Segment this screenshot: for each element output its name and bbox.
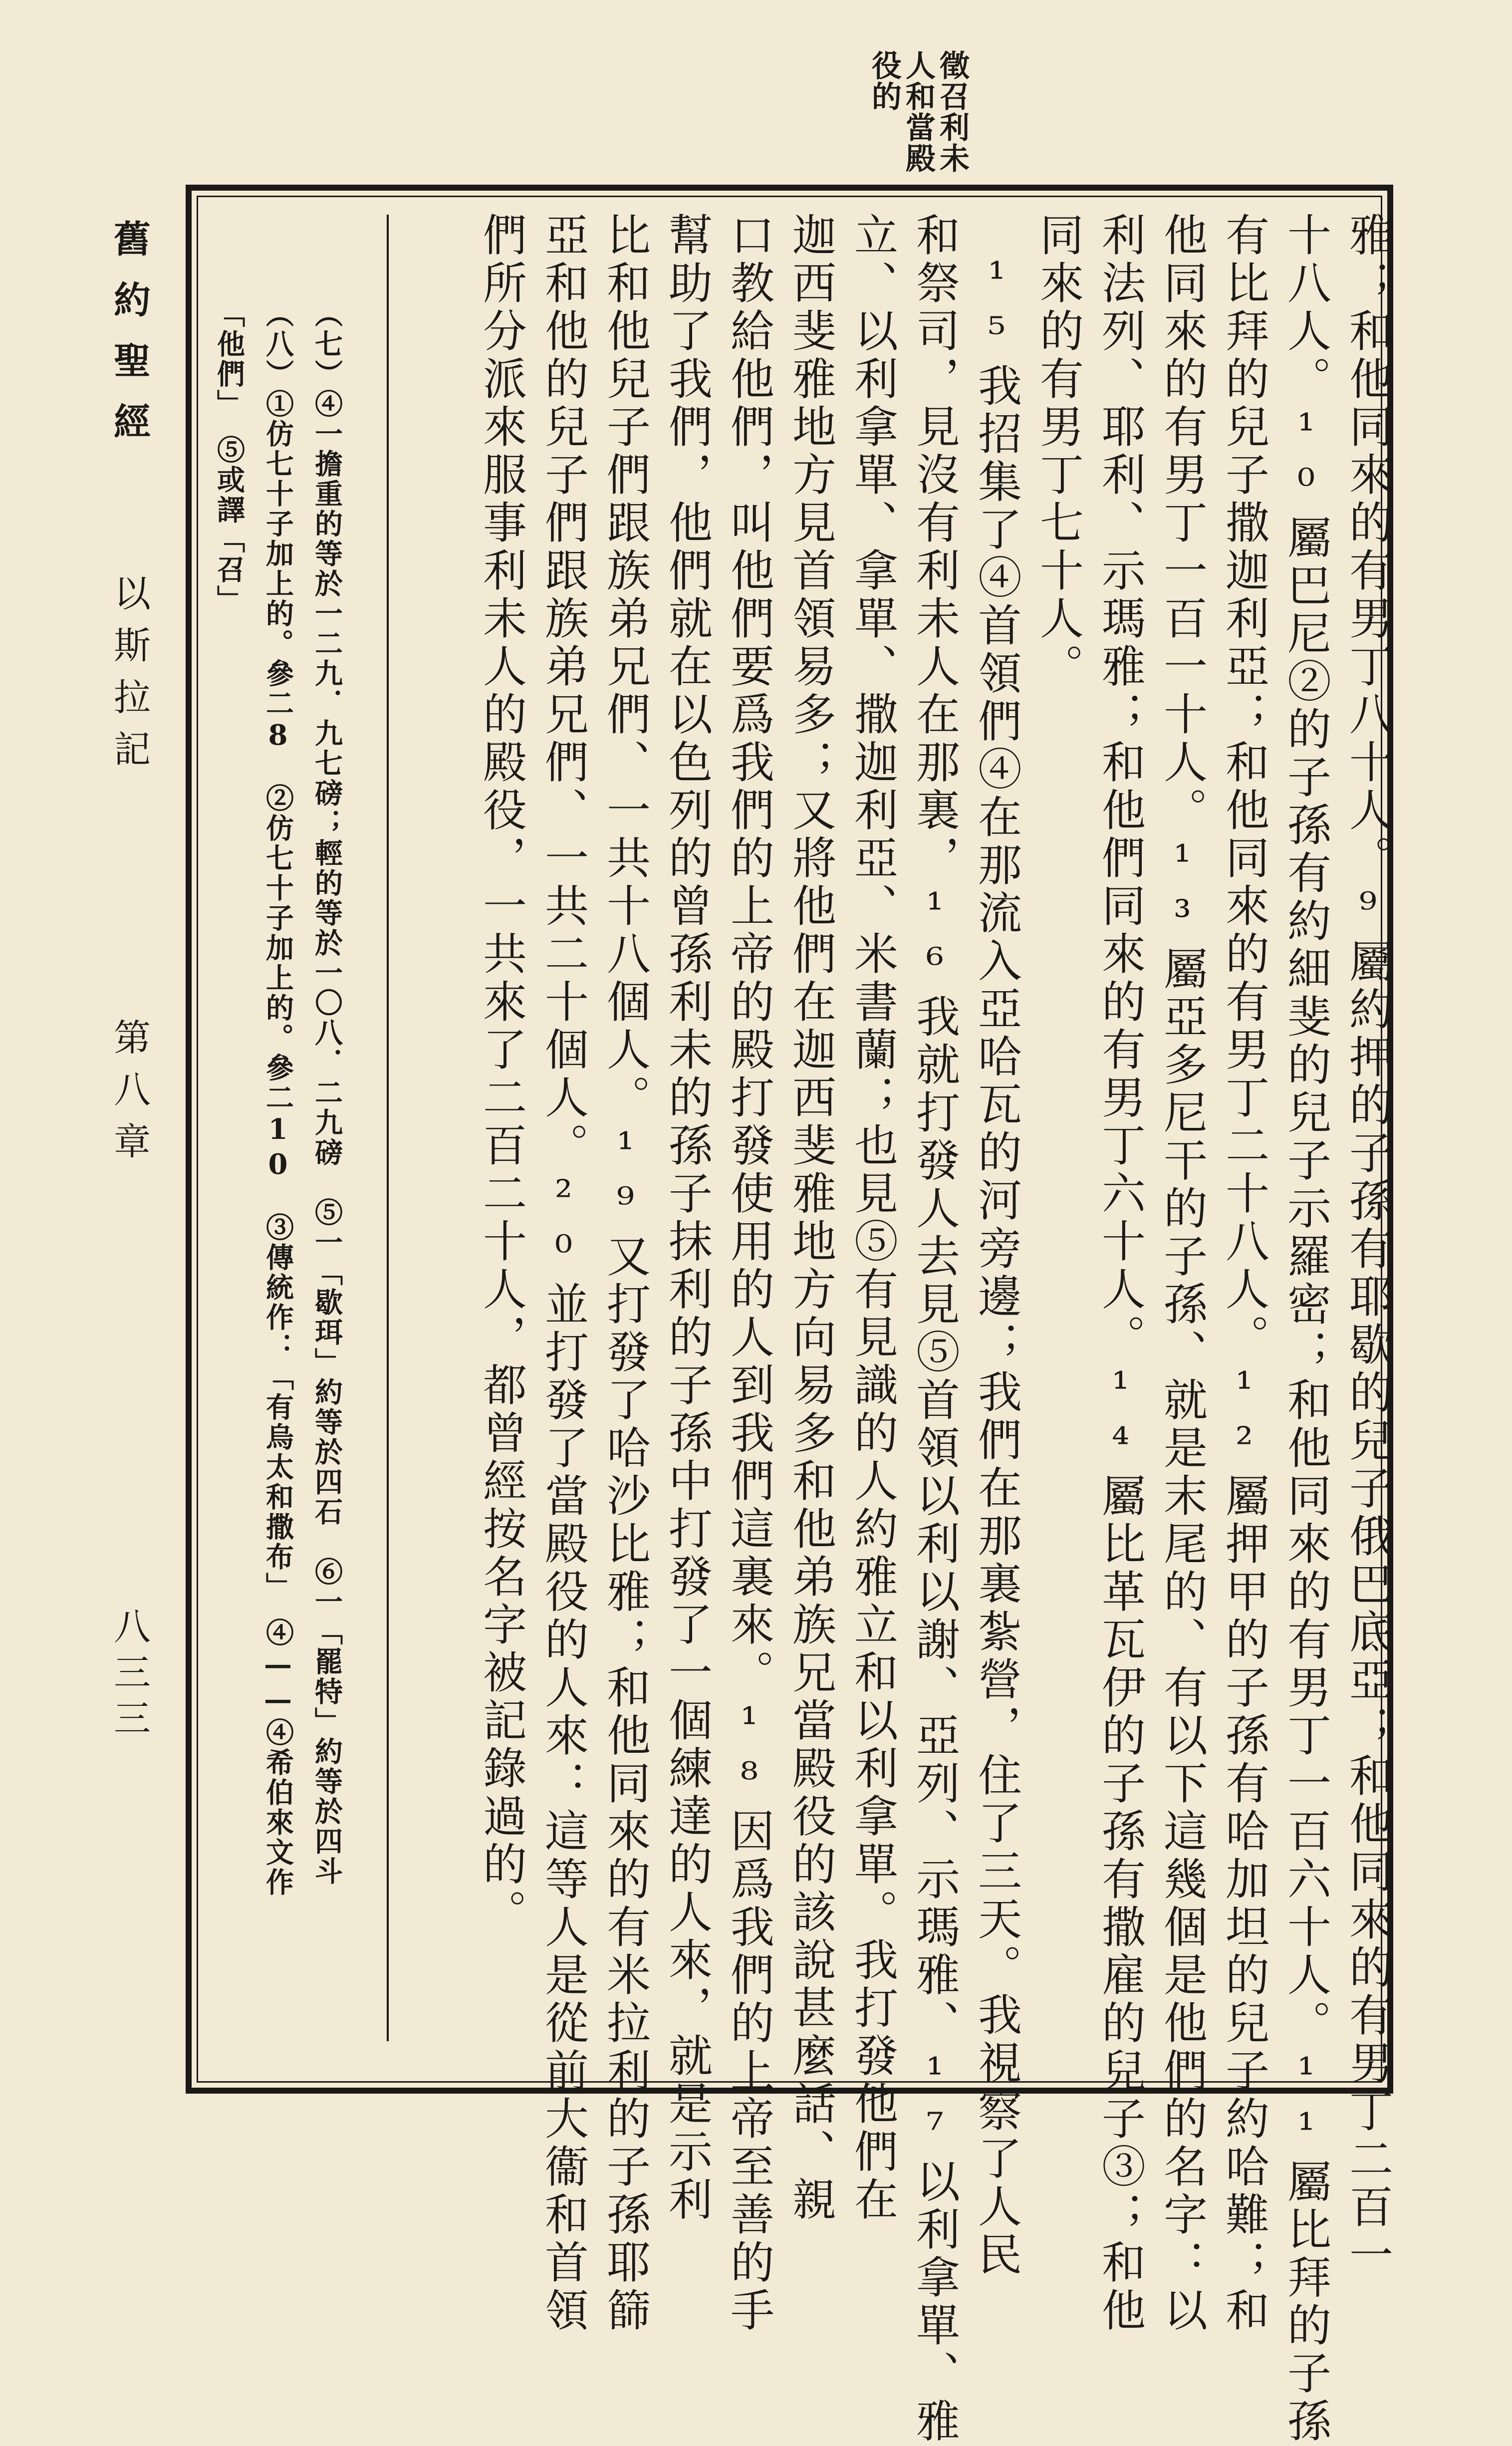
scripture-body — [465, 212, 1394, 2446]
footnotes — [207, 299, 341, 2041]
scripture-column: 同來的有男丁七十人。 — [1033, 212, 1084, 691]
margin-summary — [867, 50, 970, 174]
running-header-book: 以斯拉記 — [108, 574, 151, 782]
footnote-line: 「他們」 ⑤或譯「召」 — [213, 299, 246, 615]
footnote-line: （八）①仿七十子加上的。參二8 ②仿七十子加上的。參二10 ③傳統作：「有烏太和撒布」 ④——④希伯來文作 — [261, 299, 294, 1898]
scripture-column: 雅；和他同來的有男丁八十人。⁹屬約押的子孫有耶歇的兒子俄巴底亞；和他同來的有男丁二百一 — [1342, 212, 1394, 2280]
scripture-column: 利法列、耶利、示瑪雅；和他們同來的有男丁六十人。¹⁴屬比革瓦伊的子孫有撒雇的兒子③；和他 — [1095, 212, 1146, 2335]
margin-summary-line: 人和當殿 — [901, 50, 936, 174]
scripture-column: 口教給他們，叫他們要爲我們的上帝的殿打發使用的人到我們這裏來。¹⁸因爲我們的上帝至善的手 — [724, 212, 775, 2335]
running-header-title: 舊約聖經 — [108, 220, 151, 463]
running-header-chapter: 第八章 — [108, 1018, 151, 1174]
page-number: 八三三 — [108, 1607, 151, 1745]
scripture-column: 十八人。¹⁰屬巴尼②的子孫有約細斐的兒子示羅密；和他同來的有男丁一百六十人。¹¹屬比拜的子孫 — [1280, 212, 1332, 2446]
scripture-column: 迦西斐雅地方見首領易多；又將他們在迦西斐雅地方向易多和他弟族兄當殿役的該說甚麼話、親 — [785, 212, 837, 2224]
scripture-column: 立、以利拿單、拿單、撒迦利亞、米書蘭；也見⑤有見識的人約雅立和以利拿單。我打發他們在 — [847, 212, 899, 2224]
scripture-column: 們所分派來服事利未人的殿役，一共來了二百二十人，都曾經按名字被記錄過的。 — [476, 212, 527, 1937]
scripture-column: ¹⁵我招集了④首領們④在那流入亞哈瓦的河旁邊；我們在那裏紮營，住了三天。我視察了人民 — [971, 252, 1022, 2279]
footnote-divider — [387, 215, 389, 2041]
scripture-column: 他同來的有男丁一百一十人。¹³屬亞多尼干的子孫、就是末尾的、有以下這幾個是他們的名字：以 — [1157, 212, 1208, 2335]
margin-summary-line: 役的 — [867, 50, 902, 112]
scripture-column: 幫助了我們，他們就在以色列的曾孫利未的孫子抹利的子孫中打發了一個練達的人來，就是示利 — [662, 212, 713, 2224]
scripture-column: 和祭司，見沒有利未人在那裏，¹⁶我就打發人去見⑤首領以利以謝、亞列、示瑪雅、¹⁷以利拿單、雅 — [909, 212, 961, 2446]
scripture-column: 有比拜的兒子撒迦利亞；和他同來的有男丁二十八人。¹²屬押甲的子孫有哈加坦的兒子約哈難；和 — [1219, 212, 1270, 2335]
scripture-column: 亞和他的兒子們跟族弟兄們、一共二十個人。²⁰並打發了當殿役的人來：這等人是從前大衞和首領 — [538, 212, 589, 2335]
scripture-column: 比和他兒子們跟族弟兄們、一共十八個人。¹⁹又打發了哈沙比雅；和他同來的有米拉利的子孫耶篩 — [600, 212, 651, 2335]
margin-summary-line: 徵召利未 — [935, 50, 970, 174]
footnote-line: （七）④一擔重的等於一二九．九七磅；輕的等於一〇八．二九磅 ⑤一「歇珥」約等於四石 ⑥一「罷特」約等於四斗 — [310, 299, 343, 1887]
